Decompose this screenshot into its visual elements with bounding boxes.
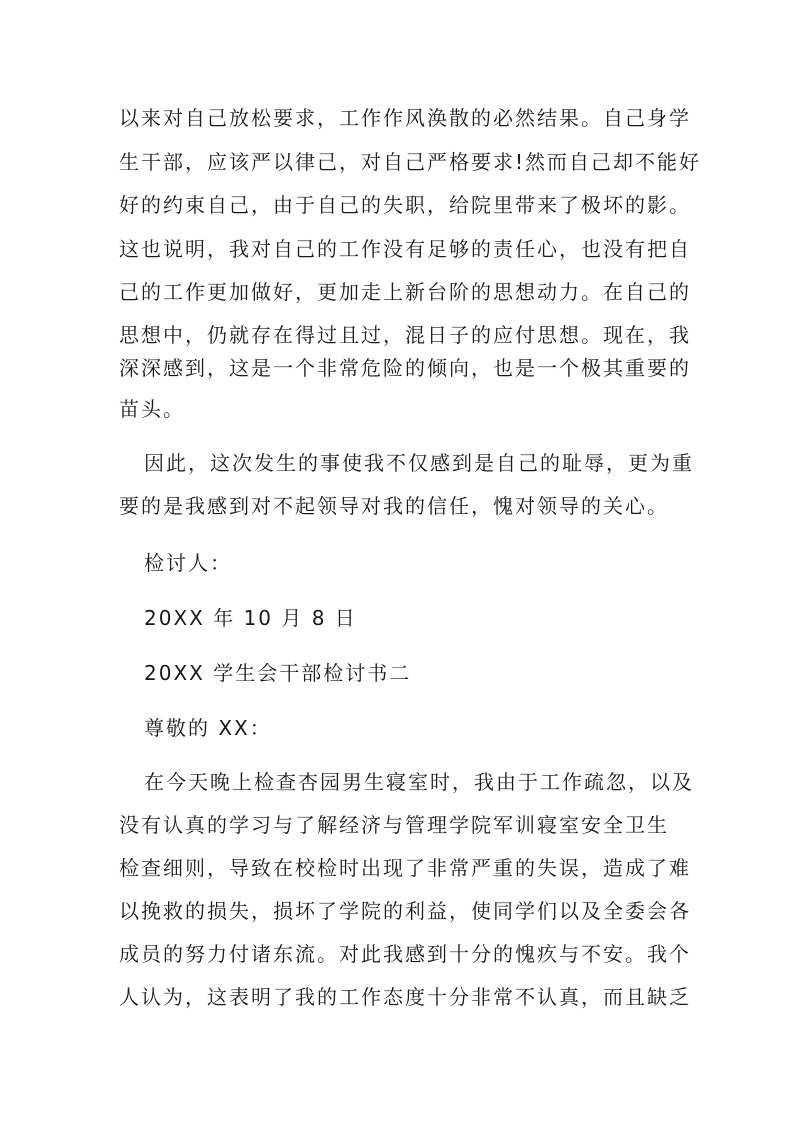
paragraph-line: 在今天晚上检查杏园男生寝室时，我由于工作疏忽，以及 [144, 770, 694, 794]
paragraph-line: 没有认真的学习与了解经济与管理学院军训寝室安全卫生 [119, 813, 669, 837]
paragraph-line: 生干部，应该严以律己，对自己严格要求!然而自己却不能好 [119, 150, 702, 174]
date-line: 20XX 年 10 月 8 日 [144, 606, 357, 630]
paragraph-line: 因此，这次发生的事使我不仅感到是自己的耻辱，更为重 [144, 451, 694, 475]
paragraph-line: 苗头。 [119, 397, 185, 421]
paragraph-line: 人认为，这表明了我的工作态度十分非常不认真，而且缺乏 [119, 985, 691, 1009]
paragraph-line: 检查细则，导致在校检时出现了非常严重的失误，造成了难 [119, 856, 691, 880]
paragraph-line: 以挽救的损失，损坏了学院的利益，使同学们以及全委会各 [119, 899, 691, 923]
paragraph-line: 深深感到，这是一个非常危险的倾向，也是一个极其重要的 [119, 356, 691, 380]
paragraph-line: 己的工作更加做好，更加走上新台阶的思想动力。在自己的 [119, 280, 691, 304]
paragraph-line: 以来对自己放松要求，工作作风涣散的必然结果。自己身学 [119, 106, 691, 130]
paragraph-line: 要的是我感到对不起领导对我的信任，愧对领导的关心。 [119, 494, 669, 518]
paragraph-line: 这也说明，我对自己的工作没有足够的责任心，也没有把自 [119, 237, 691, 261]
paragraph-line: 好的约束自己，由于自己的失职，给院里带来了极坏的影。 [119, 193, 691, 217]
signer-label: 检讨人： [144, 551, 232, 575]
paragraph-line: 思想中，仍就存在得过且过，混日子的应付思想。现在，我 [119, 323, 691, 347]
paragraph-line: 成员的努力付诸东流。对此我感到十分的愧疚与不安。我个 [119, 942, 691, 966]
salutation: 尊敬的 XX： [144, 716, 272, 740]
section-title: 20XX 学生会干部检讨书二 [144, 661, 412, 685]
